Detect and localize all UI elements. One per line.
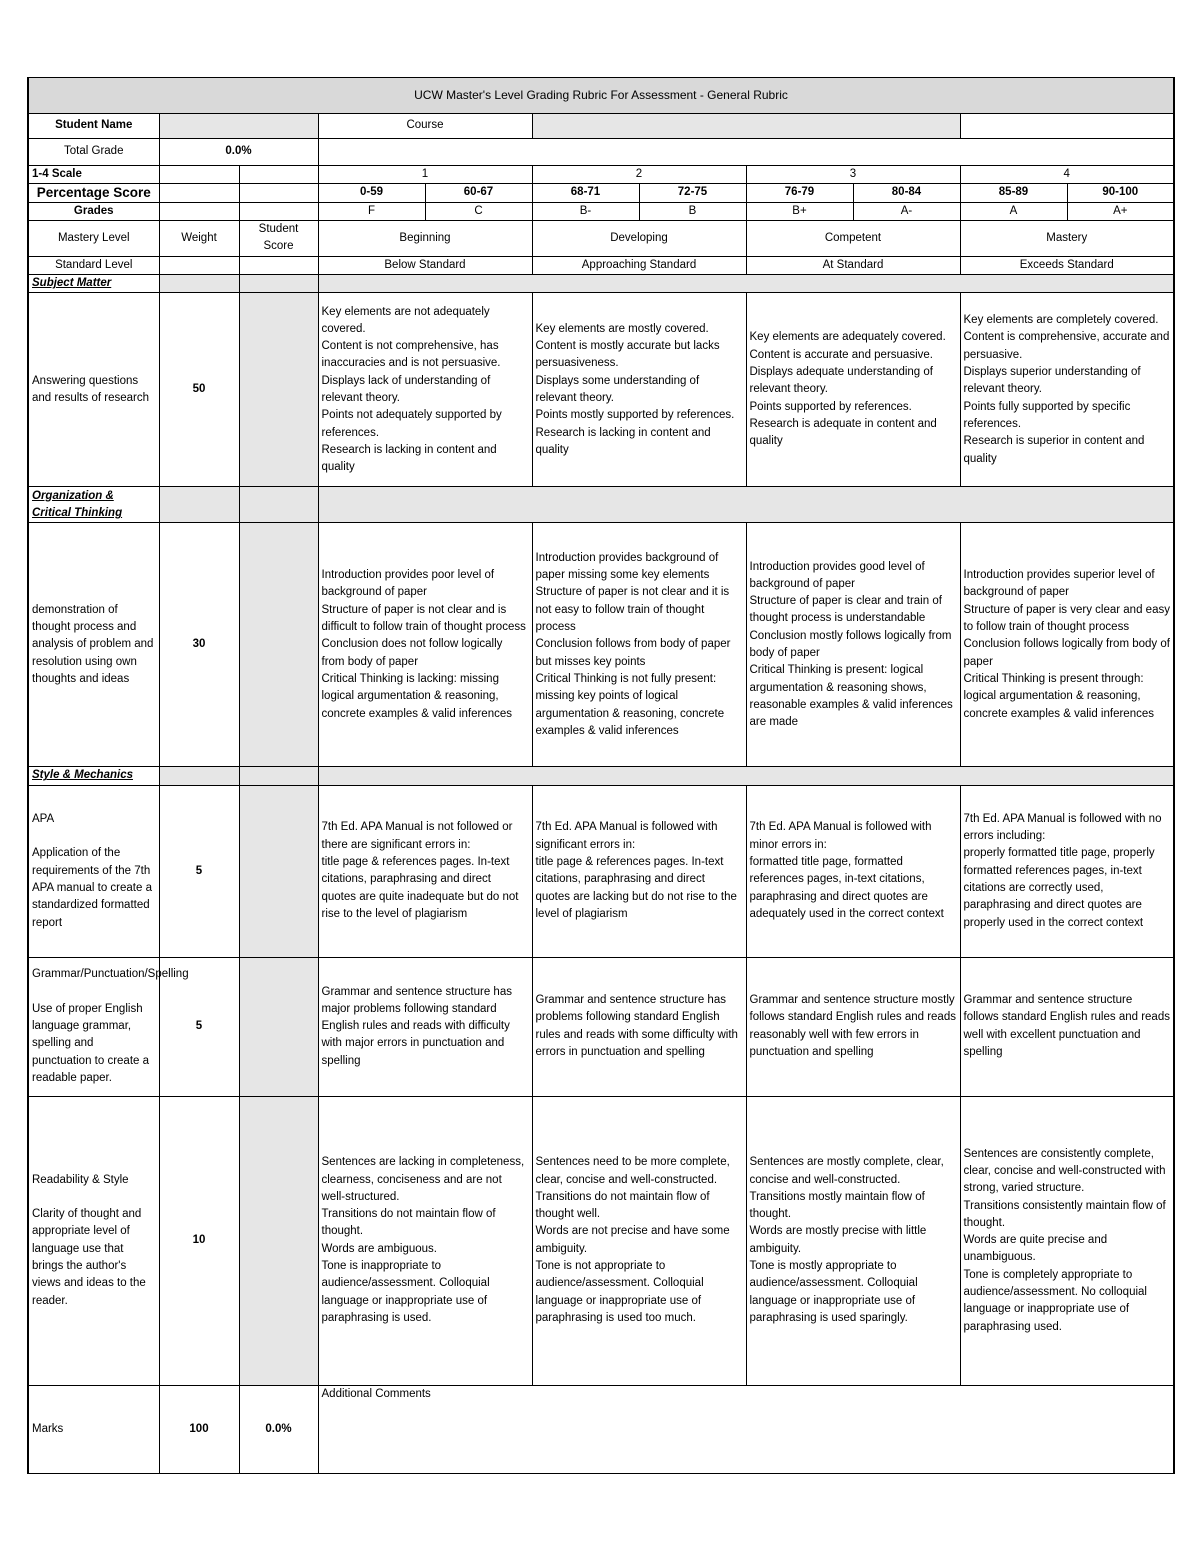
standard-approaching: Approaching Standard (532, 256, 746, 274)
standard-below: Below Standard (318, 256, 532, 274)
criterion-weight: 30 (159, 523, 239, 767)
descriptor-developing: Sentences need to be more complete, clear, concise and well-constructed. Transitions do not maintain flow of thought well. Words are not precise and have some ambiguity. Tone is not appropriate to audience/assessment. Colloquial language or inappropriate use of paraphrasing is used too much. (532, 1096, 746, 1385)
descriptor-mastery: Introduction provides superior level of background of paper Structure of paper is very clear and easy to follow train of thought process Conclusion follows logically from body of paper Critical Thinking is present through: logical argumentation & reasoning, concrete examples & valid inferences (960, 523, 1174, 767)
grade-value: A (960, 202, 1067, 220)
student-name-label: Student Name (28, 114, 159, 139)
total-grade-value: 0.0% (159, 139, 318, 166)
descriptor-developing: Grammar and sentence structure has problems following standard English rules and reads with some difficulty with errors in punctuation and spelling (532, 957, 746, 1096)
grade-value: A+ (1067, 202, 1174, 220)
grade-value: B+ (746, 202, 853, 220)
marks-score: 0.0% (239, 1385, 318, 1473)
descriptor-competent: Key elements are adequately covered. Content is accurate and persuasive. Displays adequate understanding of relevant theory. Points supported by references. Research is adequate in content and quality (746, 293, 960, 487)
criterion-weight: 50 (159, 293, 239, 487)
student-score-header: Student Score (239, 220, 318, 256)
descriptor-competent: 7th Ed. APA Manual is followed with minor errors in: formatted title page, formatted references pages, in-text citations, paraphrasing and direct quotes are adequately used in the correct context (746, 785, 960, 957)
scale-value-3: 3 (746, 166, 960, 184)
scale-value-2: 2 (532, 166, 746, 184)
rubric-title: UCW Master's Level Grading Rubric For Assessment - General Rubric (28, 78, 1174, 114)
descriptor-beginning: 7th Ed. APA Manual is not followed or there are significant errors in: title page & references pages. In-text citations, paraphrasing and direct quotes are quite inadequate but do not rise to the level of plagiarism (318, 785, 532, 957)
percentage-score-label: Percentage Score (28, 184, 159, 202)
grade-value: C (425, 202, 532, 220)
total-grade-blank (318, 139, 1174, 166)
marks-label: Marks (28, 1385, 159, 1473)
student-score-input[interactable] (239, 957, 318, 1096)
criterion-name: Grammar/Punctuation/Spelling Use of proper English language grammar, spelling and punctuation to create a readable paper. (28, 957, 159, 1096)
section-subject-matter: Subject Matter (28, 275, 159, 293)
standard-at: At Standard (746, 256, 960, 274)
percentage-range: 76-79 (746, 184, 853, 202)
additional-comments-field[interactable] (318, 1385, 1174, 1473)
grade-value: A- (853, 202, 960, 220)
criterion-weight: 5 (159, 957, 239, 1096)
percentage-range: 68-71 (532, 184, 639, 202)
percentage-range: 80-84 (853, 184, 960, 202)
student-score-input[interactable] (239, 523, 318, 767)
scale-value-1: 1 (318, 166, 532, 184)
scale-label: 1-4 Scale (28, 166, 159, 184)
criterion-weight: 5 (159, 785, 239, 957)
marks-weight: 100 (159, 1385, 239, 1473)
level-competent: Competent (746, 220, 960, 256)
level-beginning: Beginning (318, 220, 532, 256)
total-grade-label: Total Grade (28, 139, 159, 166)
descriptor-beginning: Key elements are not adequately covered. Content is not comprehensive, has inaccuracies and is not persuasive. Displays lack of understanding of relevant theory. Points not adequately supported by references. Research is lacking in content and quality (318, 293, 532, 487)
additional-comments-label: Additional Comments (321, 1387, 431, 1400)
percentage-range: 60-67 (425, 184, 532, 202)
course-label: Course (318, 114, 532, 139)
course-extra-field[interactable] (960, 114, 1174, 139)
grading-rubric-table (27, 77, 1175, 1474)
percentage-range: 0-59 (318, 184, 425, 202)
grade-value: B- (532, 202, 639, 220)
mastery-level-label: Mastery Level (28, 220, 159, 256)
grade-value: F (318, 202, 425, 220)
criterion-name: Readability & Style Clarity of thought and appropriate level of language use that brings the author's views and ideas to the reader. (28, 1096, 159, 1385)
standard-exceeds: Exceeds Standard (960, 256, 1174, 274)
student-score-input[interactable] (239, 293, 318, 487)
section-style-mechanics: Style & Mechanics (28, 767, 159, 785)
criterion-name: Answering questions and results of research (28, 293, 159, 487)
descriptor-beginning: Introduction provides poor level of background of paper Structure of paper is not clear and is difficult to follow train of thought process Conclusion does not follow logically from body of paper Critical Thinking is lacking: missing logical argumentation & reasoning, concrete examples & valid inferences (318, 523, 532, 767)
descriptor-beginning: Sentences are lacking in completeness, clearness, conciseness and are not well-structured. Transitions do not maintain flow of thought. Words are ambiguous. Tone is inappropriate to audience/assessment. Colloquial language or inappropriate use of paraphrasing is used. (318, 1096, 532, 1385)
grade-value: B (639, 202, 746, 220)
percentage-range: 72-75 (639, 184, 746, 202)
descriptor-mastery: Key elements are completely covered. Content is comprehensive, accurate and persuasive. Displays superior understanding of relevant theory. Points fully supported by specific references. Research is superior in content and quality (960, 293, 1174, 487)
criterion-name: APA Application of the requirements of the 7th APA manual to create a standardized formatted report (28, 785, 159, 957)
descriptor-beginning: Grammar and sentence structure has major problems following standard English rules and reads with difficulty with major errors in punctuation and spelling (318, 957, 532, 1096)
grades-label: Grades (28, 202, 159, 220)
student-score-input[interactable] (239, 785, 318, 957)
percentage-range: 85-89 (960, 184, 1067, 202)
level-developing: Developing (532, 220, 746, 256)
criterion-name: demonstration of thought process and analysis of problem and resolution using own thoughts and ideas (28, 523, 159, 767)
descriptor-mastery: Grammar and sentence structure follows standard English rules and reads well with excellent punctuation and spelling (960, 957, 1174, 1096)
student-score-input[interactable] (239, 1096, 318, 1385)
descriptor-mastery: 7th Ed. APA Manual is followed with no errors including: properly formatted title page, properly formatted references pages, in-text citations are correctly used, paraphrasing and direct quotes are properly used in the correct context (960, 785, 1174, 957)
descriptor-mastery: Sentences are consistently complete, clear, concise and well-constructed with strong, varied structure. Transitions consistently maintain flow of thought. Words are quite precise and unambiguous. Tone is completely appropriate to audience/assessment. No colloquial language or inappropriate use of paraphrasing used. (960, 1096, 1174, 1385)
descriptor-competent: Sentences are mostly complete, clear, concise and well-constructed. Transitions mostly maintain flow of thought. Words are mostly precise with little ambiguity. Tone is mostly appropriate to audience/assessment. Colloquial language or inappropriate use of paraphrasing is used sparingly. (746, 1096, 960, 1385)
section-organization: Organization & Critical Thinking (28, 487, 159, 523)
percentage-range: 90-100 (1067, 184, 1174, 202)
student-name-field[interactable] (159, 114, 318, 139)
scale-value-4: 4 (960, 166, 1174, 184)
descriptor-developing: Introduction provides background of paper missing some key elements Structure of paper is not clear and it is not easy to follow train of thought process Conclusion follows from body of paper but misses key points Critical Thinking is not fully present: missing key points of logical argumentation & reasoning, concrete examples & valid inferences (532, 523, 746, 767)
descriptor-developing: 7th Ed. APA Manual is followed with significant errors in: title page & references pages. In-text citations, paraphrasing and direct quotes are lacking but do not rise to the level of plagiarism (532, 785, 746, 957)
descriptor-developing: Key elements are mostly covered. Content is mostly accurate but lacks persuasiveness. Displays some understanding of relevant theory. Points mostly supported by references. Research is lacking in content and quality (532, 293, 746, 487)
level-mastery: Mastery (960, 220, 1174, 256)
weight-header: Weight (159, 220, 239, 256)
descriptor-competent: Grammar and sentence structure mostly follows standard English rules and reads reasonably well with few errors in punctuation and spelling (746, 957, 960, 1096)
criterion-weight: 10 (159, 1096, 239, 1385)
standard-level-label: Standard Level (28, 256, 159, 274)
course-field[interactable] (532, 114, 960, 139)
descriptor-competent: Introduction provides good level of background of paper Structure of paper is clear and train of thought process is understandable Conclusion mostly follows logically from body of paper Critical Thinking is present: logical argumentation & reasoning shows, reasonable examples & valid inferences are made (746, 523, 960, 767)
